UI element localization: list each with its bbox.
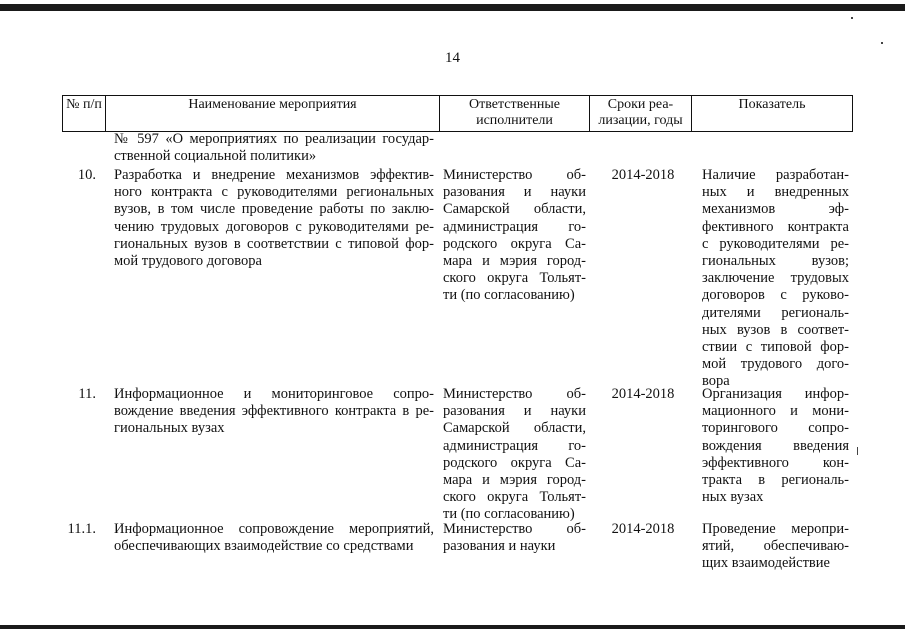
- text-line: ти (по согласованию): [443, 287, 575, 304]
- row-number: 10.: [77, 167, 96, 183]
- activity-name: [114, 167, 434, 270]
- text-line: щих взаимодействие: [702, 555, 830, 572]
- table-header: [62, 95, 853, 132]
- indicator: [702, 167, 849, 391]
- text-line: тракта в региональ-: [702, 472, 849, 489]
- text-line: Организация инфор-: [702, 386, 849, 402]
- text-line: мой трудового дого-: [702, 356, 849, 373]
- activity-name: [114, 521, 434, 555]
- text-line: администрация го-: [443, 437, 586, 454]
- text-line: гиональных вузов;: [702, 253, 849, 270]
- scan-speck: [857, 447, 858, 455]
- text-line: обеспечивающих взаимодействие со средствами: [114, 538, 414, 555]
- text-line: чению трудовых договоров с руководителями ре-: [114, 218, 434, 235]
- text-line: разования и науки: [443, 538, 556, 555]
- indicator: [702, 521, 849, 573]
- text-line: Министерство об-: [443, 386, 586, 402]
- implementation-period: 2014-2018: [611, 167, 675, 183]
- header-period: Сроки реа-лизации, годы: [590, 96, 692, 132]
- header-num: № п/п: [63, 96, 106, 132]
- row-number: 11.: [78, 386, 96, 402]
- text-line: разования и науки: [443, 184, 586, 201]
- text-line: ствии с типовой фор-: [702, 339, 849, 356]
- text-line: разования и науки: [443, 403, 586, 420]
- text-line: ского округа Тольят-: [443, 489, 586, 506]
- text-line: ных вузах: [702, 489, 764, 506]
- implementation-period: 2014-2018: [611, 386, 675, 402]
- text-line: Информационное сопровождение мероприятий,: [114, 521, 434, 537]
- responsible-executors: [443, 167, 586, 305]
- responsible-executors: [443, 386, 586, 524]
- text-line: № 597 «О мероприятиях по реализации государ-: [114, 131, 434, 147]
- text-line: Самарской области,: [443, 201, 586, 218]
- text-line: торингового сопро-: [702, 420, 849, 437]
- text-line: Информационное и мониторинговое сопро-: [114, 386, 434, 402]
- text-line: Наличие разработан-: [702, 167, 849, 183]
- text-line: с руководителями ре-: [702, 235, 849, 252]
- text-line: фективного контракта: [702, 218, 849, 235]
- text-line: Самарской области,: [443, 420, 586, 437]
- text-line: договоров с руково-: [702, 287, 849, 304]
- text-line: Разработка и внедрение механизмов эффектив-: [114, 167, 434, 183]
- row-number: 11.1.: [67, 521, 96, 537]
- text-line: заключение трудовых: [702, 270, 849, 287]
- text-line: Министерство об-: [443, 167, 586, 183]
- text-line: мара и мэрия город-: [443, 472, 586, 489]
- page-number: 14: [445, 50, 460, 66]
- text-line: родского округа Са-: [443, 454, 586, 471]
- text-line: вора: [702, 373, 730, 390]
- scan-speck: [881, 42, 883, 44]
- header-responsible: Ответственные исполнители: [440, 96, 590, 132]
- header-indicator: Показатель: [692, 96, 853, 132]
- continuation-name: [114, 131, 434, 165]
- text-line: мой трудового договора: [114, 253, 262, 270]
- scan-speck: [851, 17, 853, 19]
- text-line: гиональных вузов в соответствии с типовой фор-: [114, 235, 434, 252]
- text-line: вождение введения эффективного контракта в ре-: [114, 403, 434, 420]
- text-line: механизмов эф-: [702, 201, 849, 218]
- responsible-executors: [443, 521, 586, 555]
- text-line: ти (по согласованию): [443, 506, 575, 523]
- activity-name: [114, 386, 434, 438]
- scan-edge-top: [0, 4, 905, 11]
- text-line: мационного и мони-: [702, 403, 849, 420]
- scan-edge-bottom: [0, 625, 905, 629]
- text-line: вузов, в том числе проведение работы по заклю-: [114, 201, 434, 218]
- text-line: дителями региональ-: [702, 304, 849, 321]
- text-line: ского округа Тольят-: [443, 270, 586, 287]
- text-line: гиональных вузах: [114, 420, 225, 437]
- text-line: мара и мэрия город-: [443, 253, 586, 270]
- text-line: Министерство об-: [443, 521, 586, 537]
- text-line: ного контракта с руководителями региональных: [114, 184, 434, 201]
- text-line: ственной социальной политики»: [114, 148, 317, 165]
- text-line: Проведение меропри-: [702, 521, 849, 537]
- text-line: ных вузов в соответ-: [702, 321, 849, 338]
- text-line: эффективного кон-: [702, 454, 849, 471]
- indicator: [702, 386, 849, 506]
- text-line: ятий, обеспечиваю-: [702, 538, 849, 555]
- implementation-period: 2014-2018: [611, 521, 675, 537]
- header-name: Наименование мероприятия: [106, 96, 440, 132]
- text-line: администрация го-: [443, 218, 586, 235]
- text-line: родского округа Са-: [443, 235, 586, 252]
- text-line: ных и внедренных: [702, 184, 849, 201]
- text-line: вождения введения: [702, 437, 849, 454]
